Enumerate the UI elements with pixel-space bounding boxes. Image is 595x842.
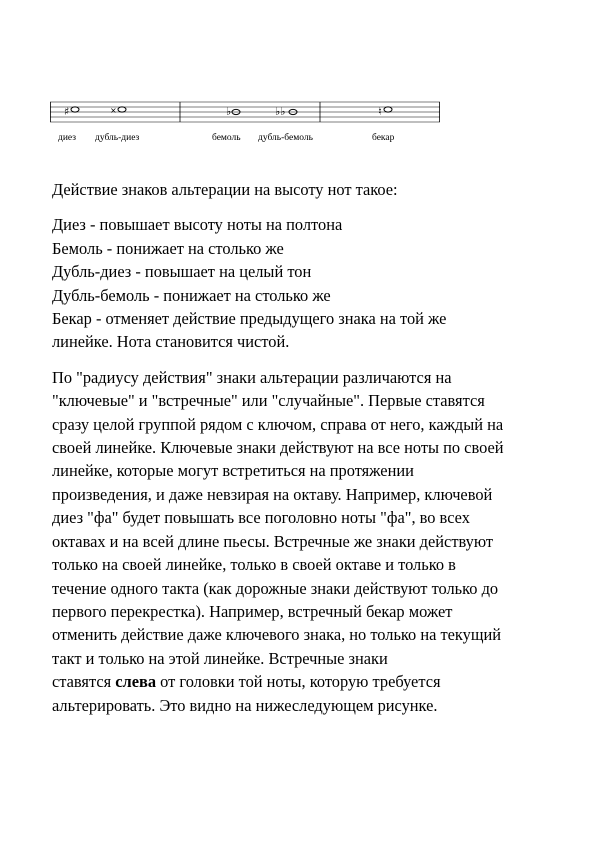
- svg-text:♯: ♯: [64, 105, 70, 118]
- bold-word: слева: [115, 672, 157, 692]
- accidentals-list: [52, 213, 572, 353]
- label-sharp: диез: [58, 133, 77, 143]
- paragraph-line: октавах и на всей длине пьесы. Встречные же знаки действуют: [52, 531, 494, 551]
- paragraph-line: [52, 670, 572, 693]
- music-staff: [50, 98, 440, 126]
- list-item: Бекар - отменяет действие предыдущего знака на той же: [52, 309, 447, 329]
- paragraph-line: своей линейке. Ключевые знаки действуют на все ноты по своей: [52, 438, 504, 458]
- document-body: [52, 178, 572, 717]
- paragraph-line: течение одного такта (как дорожные знаки действуют только до: [52, 578, 499, 598]
- paragraph-line: альтерировать. Это видно на нижеследующем рисунке.: [52, 695, 438, 715]
- double-sharp-note: [110, 106, 126, 115]
- radius-paragraph: [52, 366, 572, 717]
- paragraph-line: первого перекрестка). Например, встречный бекар может: [52, 601, 453, 621]
- svg-text:×: ×: [110, 106, 117, 115]
- paragraph-line: такт и только на этой линейке. Встречные знаки: [52, 648, 388, 668]
- label-double-sharp: дубль-диез: [95, 133, 140, 143]
- list-item: Бемоль - понижает на столько же: [52, 238, 284, 258]
- list-item: Дубль-диез - повышает на целый тон: [52, 262, 312, 282]
- label-double-flat: дубль-бемоль: [258, 133, 313, 143]
- list-item: линейке. Нота становится чистой.: [52, 332, 290, 352]
- line-prefix: ставятся: [52, 672, 116, 692]
- line-suffix: от головки той ноты, которую требуется: [156, 672, 441, 692]
- paragraph-line: "ключевые" и "встречные" или "случайные". Первые ставятся: [52, 391, 485, 411]
- list-item: Диез - повышает высоту ноты на полтона: [52, 215, 343, 235]
- svg-text:♭: ♭: [226, 105, 232, 118]
- lead-sentence: Действие знаков альтерации на высоту нот такое:: [52, 180, 398, 199]
- paragraph-line: отменить действие даже ключевого знака, но только на текущий: [52, 625, 502, 645]
- list-item: Дубль-бемоль - понижает на столько же: [52, 285, 331, 305]
- accidentals-figure: [50, 98, 440, 148]
- paragraph-line: диез "фа" будет повышать все поголовно ноты "фа", во всех: [52, 508, 470, 528]
- paragraph-line: только на своей линейке, только в своей октаве и только в: [52, 555, 456, 575]
- paragraph-line: По "радиусу действия" знаки альтерации различаются на: [52, 367, 452, 387]
- label-flat: бемоль: [212, 133, 241, 143]
- svg-text:♮: ♮: [378, 105, 382, 118]
- paragraph-line: линейке, которые могут встретиться на протяжении: [52, 461, 414, 481]
- paragraph-line: произведения, и даже невзирая на октаву. Например, ключевой: [52, 484, 493, 504]
- label-natural: бекар: [372, 133, 395, 143]
- svg-text:♭♭: ♭♭: [275, 105, 286, 118]
- paragraph-line: сразу целой группой рядом с ключом, справа от него, каждый на: [52, 414, 504, 434]
